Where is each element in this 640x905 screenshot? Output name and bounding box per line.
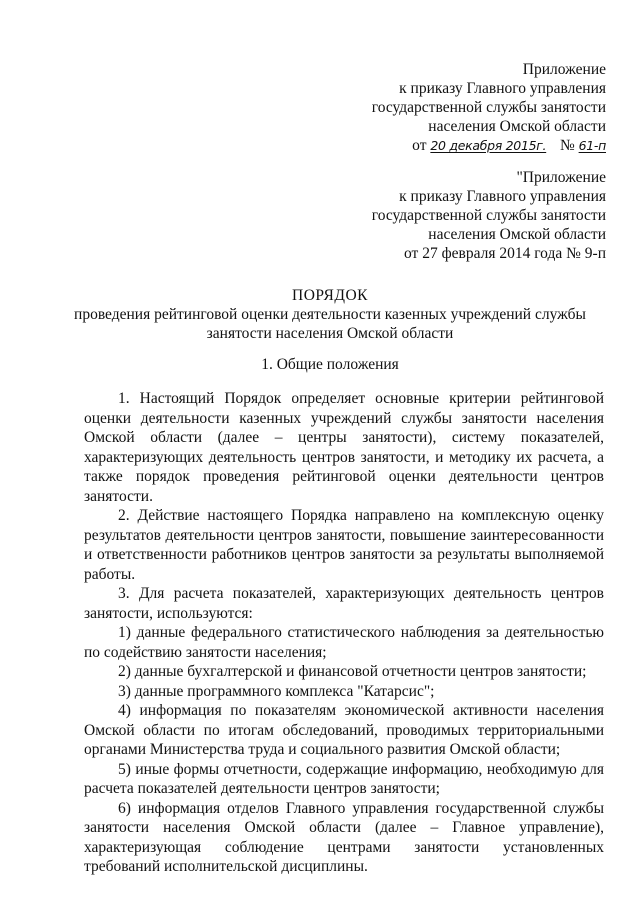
- appendix-line: к приказу Главного управления: [399, 80, 606, 97]
- list-item: 6) информация отделов Главного управления государственной службы занятости населения Омской области (далее – Главное управление), характеризующая соблюдение центрами занятости установленных требований исполнительской дисциплины.: [84, 799, 604, 875]
- date-prefix: от: [412, 137, 427, 154]
- appendix-line: населения Омской области: [428, 226, 606, 243]
- document-subtitle: проведения рейтинговой оценки деятельности казенных учреждений службы занятости населения Омской области: [74, 306, 586, 342]
- appendix-line: к приказу Главного управления: [399, 188, 606, 205]
- list-item: 2) данные бухгалтерской и финансовой отчетности центров занятости;: [118, 663, 587, 680]
- list-item: 5) иные формы отчетности, содержащие информацию, необходимую для расчета показателей деятельности центров занятости;: [84, 760, 604, 797]
- number-prefix: №: [559, 137, 575, 154]
- paragraph: 3. Для расчета показателей, характеризующих деятельность центров занятости, используются:: [84, 585, 604, 622]
- handwritten-number: 61-п: [578, 138, 606, 153]
- paragraph: 1. Настоящий Порядок определяет основные критерии рейтинговой оценки деятельности казенных учреждений службы занятости населения Омской области (далее – центры занятости), систему показателей, характеризующих деятельность центров занятости, и методику их расчета, а также порядок проведения рейтинговой оценки деятельности центров занятости.: [84, 390, 604, 505]
- list-item: 4) информация по показателям экономической активности населения Омской области по итогам обследований, проводимых территориальными органами Министерства труда и социального развития Омской области;: [84, 702, 604, 758]
- list-item: 1) данные федерального статистического наблюдения за деятельностью по содействию занятости населения;: [84, 624, 604, 661]
- appendix-line: государственной службы занятости: [371, 99, 606, 116]
- document-body: [84, 389, 604, 877]
- appendix-line: "Приложение: [516, 169, 606, 186]
- section-heading: 1. Общие положения: [261, 356, 399, 373]
- appendix-line: государственной службы занятости: [371, 207, 606, 224]
- appendix-header-original: [372, 168, 606, 263]
- list-item: 3) данные программного комплекса "Катарсис";: [118, 682, 435, 700]
- document-title: ПОРЯДОК: [292, 287, 368, 304]
- appendix-line: населения Омской области: [428, 118, 606, 135]
- paragraph: 2. Действие настоящего Порядка направлено на комплексную оценку результатов деятельности центров занятости, повышение заинтересованности и ответственности работников центров занятости за результаты выполняемой работы.: [84, 507, 604, 583]
- handwritten-date: 20 декабря 2015г.: [430, 138, 547, 153]
- appendix-line: Приложение: [522, 61, 606, 78]
- appendix-date-line: [372, 136, 606, 155]
- appendix-line: от 27 февраля 2014 года № 9-п: [404, 245, 606, 262]
- appendix-header-current: [372, 60, 606, 155]
